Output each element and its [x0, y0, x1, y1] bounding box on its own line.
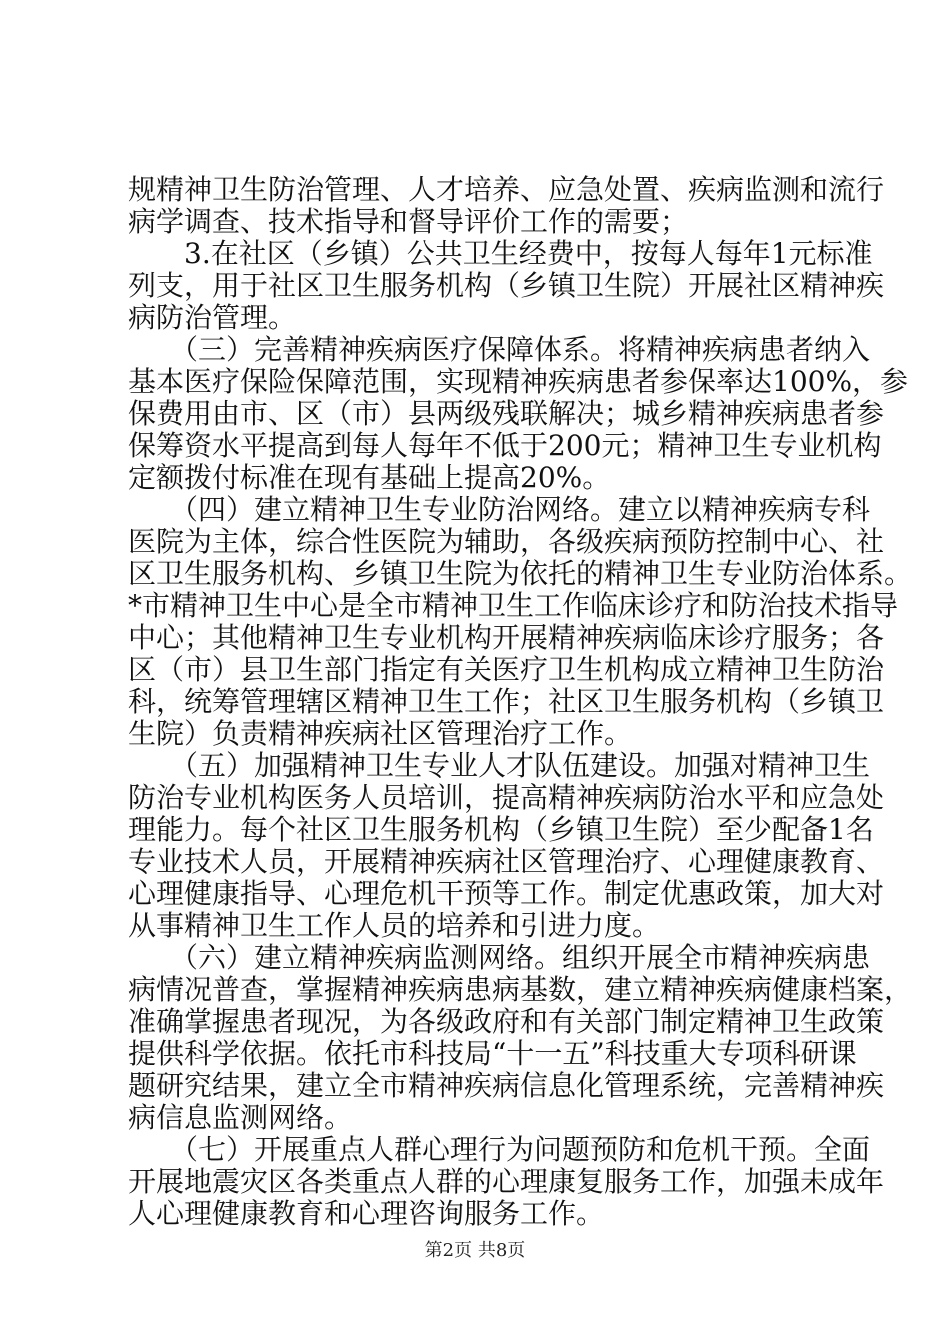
text-line: 防治专业机构医务人员培训，提高精神疾病防治水平和应急处 — [128, 781, 885, 814]
text-line: 心理健康指导、心理危机干预等工作。制定优惠政策，加大对 — [128, 877, 885, 910]
text-line: 基本医疗保险保障范围，实现精神疾病患者参保率达100%，参 — [128, 365, 909, 398]
text-line: 中心；其他精神卫生专业机构开展精神疾病临床诊疗服务；各 — [128, 621, 885, 654]
text-line: 医院为主体，综合性医院为辅助，各级疾病预防控制中心、社 — [128, 525, 885, 558]
text-line: 理能力。每个社区卫生服务机构（乡镇卫生院）至少配备1名 — [128, 813, 874, 846]
text-line: 从事精神卫生工作人员的培养和引进力度。 — [128, 909, 661, 942]
text-line: 保筹资水平提高到每人每年不低于200元；精神卫生专业机构 — [128, 429, 882, 462]
text-line: 规精神卫生防治管理、人才培养、应急处置、疾病监测和流行 — [128, 173, 885, 206]
text-line: 提供科学依据。依托市科技局“十一五”科技重大专项科研课 — [128, 1037, 857, 1070]
text-line: （七）开展重点人群心理行为问题预防和危机干预。全面 — [128, 1133, 871, 1166]
text-line: 题研究结果，建立全市精神疾病信息化管理系统，完善精神疾 — [128, 1069, 885, 1102]
page-number-footer: 第2页 共8页 — [424, 1240, 526, 1261]
text-line: 病学调查、技术指导和督导评价工作的需要； — [128, 205, 689, 238]
text-line: 区（市）县卫生部门指定有关医疗卫生机构成立精神卫生防治 — [128, 653, 885, 686]
text-line: 定额拨付标准在现有基础上提高20%。 — [128, 461, 611, 494]
text-line: 3.在社区（乡镇）公共卫生经费中，按每人每年1元标准 — [128, 237, 873, 270]
text-line: *市精神卫生中心是全市精神卫生工作临床诊疗和防治技术指导 — [128, 589, 899, 622]
text-line: 人心理健康教育和心理咨询服务工作。 — [128, 1197, 605, 1230]
text-line: 科，统筹管理辖区精神卫生工作；社区卫生服务机构（乡镇卫 — [128, 685, 885, 718]
text-line: （五）加强精神卫生专业人才队伍建设。加强对精神卫生 — [128, 749, 871, 782]
text-line: 开展地震灾区各类重点人群的心理康复服务工作，加强未成年 — [128, 1165, 885, 1198]
text-line: 区卫生服务机构、乡镇卫生院为依托的精神卫生专业防治体系。 — [128, 557, 913, 590]
text-line: （六）建立精神疾病监测网络。组织开展全市精神疾病患 — [128, 941, 871, 974]
text-line: 病情况普查，掌握精神疾病患病基数，建立精神疾病健康档案， — [128, 973, 913, 1006]
text-line: 病防治管理。 — [128, 301, 297, 334]
text-line: 准确掌握患者现况，为各级政府和有关部门制定精神卫生政策 — [128, 1005, 885, 1038]
text-line: 生院）负责精神疾病社区管理治疗工作。 — [128, 717, 633, 750]
text-line: 保费用由市、区（市）县两级残联解决；城乡精神疾病患者参 — [128, 397, 885, 430]
text-line: （三）完善精神疾病医疗保障体系。将精神疾病患者纳入 — [128, 333, 871, 366]
text-line: （四）建立精神卫生专业防治网络。建立以精神疾病专科 — [128, 493, 871, 526]
text-line: 专业技术人员，开展精神疾病社区管理治疗、心理健康教育、 — [128, 845, 885, 878]
text-line: 列支，用于社区卫生服务机构（乡镇卫生院）开展社区精神疾 — [128, 269, 885, 302]
text-line: 病信息监测网络。 — [128, 1101, 353, 1134]
